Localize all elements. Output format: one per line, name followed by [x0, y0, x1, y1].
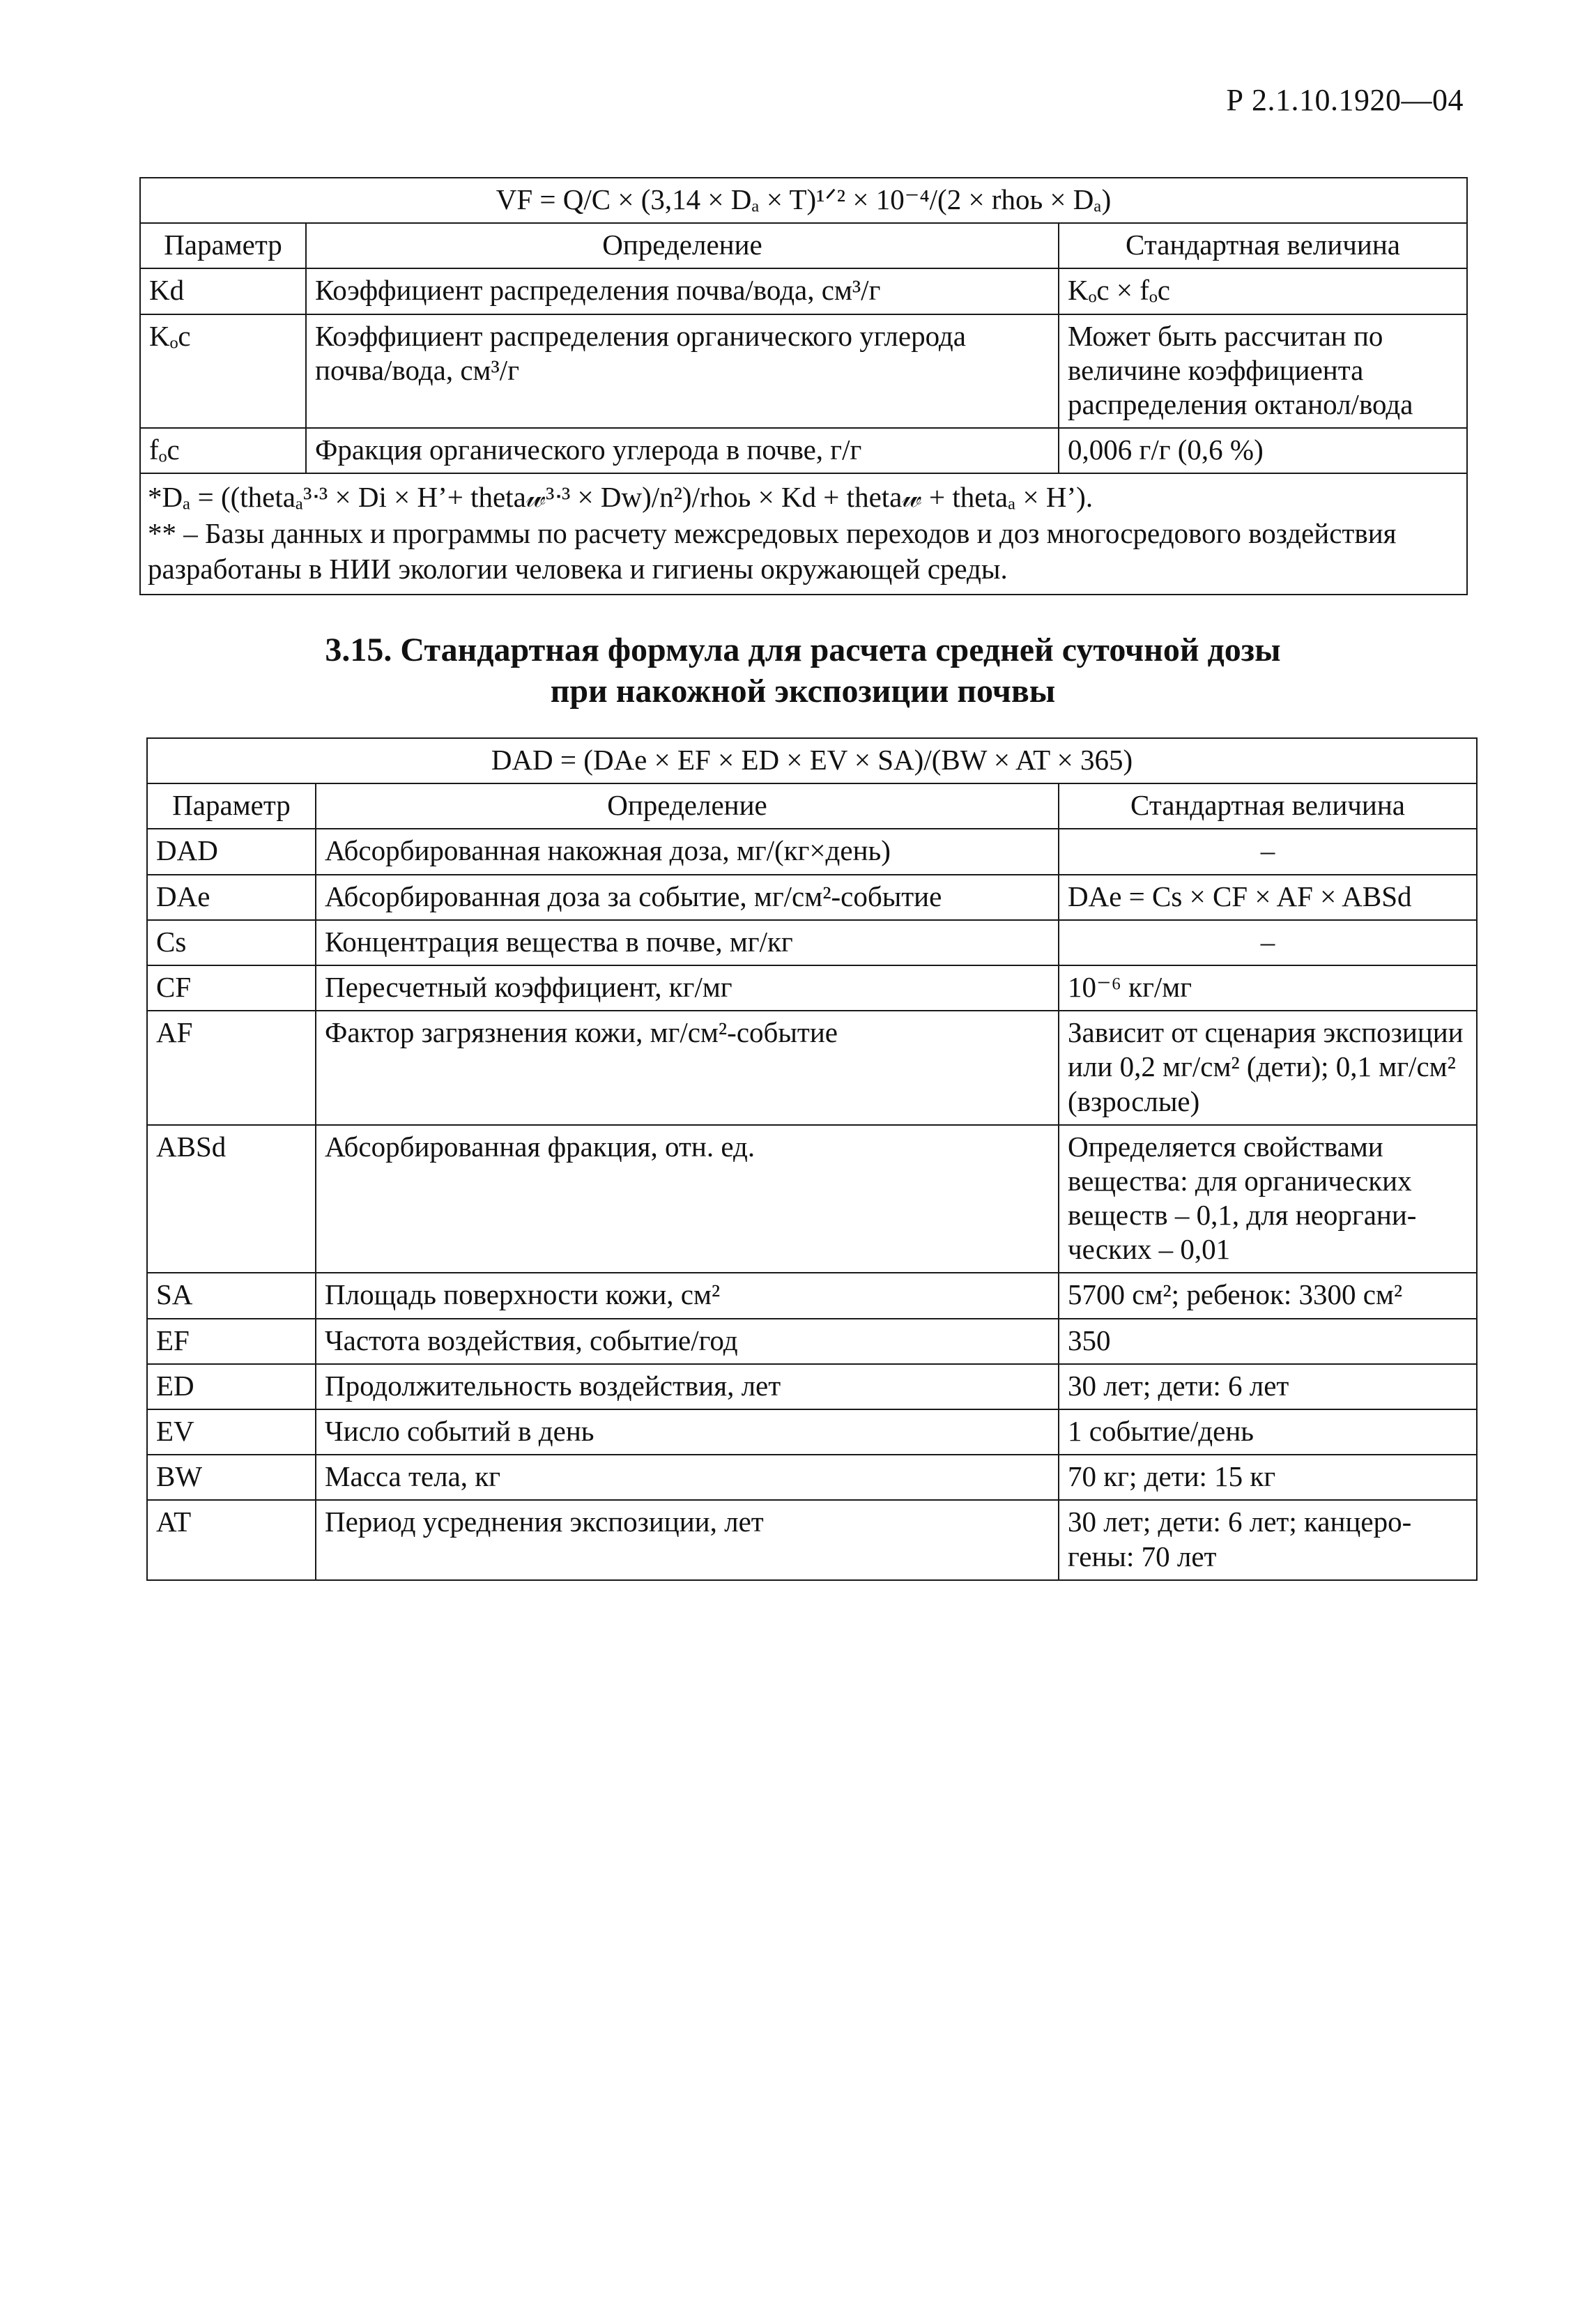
parameter-cell: EF: [147, 1319, 316, 1364]
parameter-cell: SA: [147, 1273, 316, 1318]
value-cell: 5700 см²; ребенок: 3300 см²: [1059, 1273, 1477, 1318]
notes-cell: [140, 473, 1467, 595]
table-row: [140, 428, 1467, 473]
table-row: [147, 829, 1477, 874]
value-cell: DAe = Cs × CF × AF × ABSd: [1059, 875, 1477, 920]
section-heading: [139, 630, 1466, 712]
table-row: [147, 1273, 1477, 1318]
value-cell: Может быть рассчитан по величине коэффициента распределения октанол/вода: [1059, 314, 1467, 429]
table-row: [147, 875, 1477, 920]
formula-row: [147, 738, 1477, 783]
column-header-definition: Определение: [316, 783, 1059, 829]
definition-cell: Абсорбированная накожная доза, мг/(кг×день): [316, 829, 1059, 874]
column-header-parameter: Параметр: [147, 783, 316, 829]
parameter-cell: AT: [147, 1500, 316, 1579]
value-cell: 30 лет; дети: 6 лет; канцерогены: 70 лет: [1059, 1500, 1477, 1579]
value-cell: 30 лет; дети: 6 лет: [1059, 1364, 1477, 1409]
definition-cell: Площадь поверхности кожи, см²: [316, 1273, 1059, 1318]
definition-cell: Масса тела, кг: [316, 1455, 1059, 1500]
notes-row: [140, 473, 1467, 595]
definition-cell: Абсорбированная фракция, отн. ед.: [316, 1125, 1059, 1273]
parameter-cell: DAe: [147, 875, 316, 920]
parameter-cell: CF: [147, 965, 316, 1011]
definition-cell: Фактор загрязнения кожи, мг/см²-событие: [316, 1011, 1059, 1125]
header-row: [140, 223, 1467, 268]
value-cell: 10⁻⁶ кг/мг: [1059, 965, 1477, 1011]
table-row: [147, 920, 1477, 965]
parameter-cell: fₒc: [140, 428, 306, 473]
column-header-standard-value: Стандартная величина: [1059, 783, 1477, 829]
parameter-cell: Kd: [140, 268, 306, 314]
parameter-cell: EV: [147, 1409, 316, 1455]
definition-cell: Число событий в день: [316, 1409, 1059, 1455]
column-header-parameter: Параметр: [140, 223, 306, 268]
table-row: [147, 1409, 1477, 1455]
formula-vf: VF = Q/C × (3,14 × Dₐ × T)¹ᐟ² × 10⁻⁴/(2 × rhoь × Dₐ): [140, 178, 1467, 223]
parameter-cell: BW: [147, 1455, 316, 1500]
definition-cell: Период усреднения экспозиции, лет: [316, 1500, 1059, 1579]
value-cell: Kₒc × fₒc: [1059, 268, 1467, 314]
table-row: [147, 1500, 1477, 1579]
parameter-cell: Kₒc: [140, 314, 306, 429]
value-cell: 70 кг; дети: 15 кг: [1059, 1455, 1477, 1500]
definition-cell: Концентрация вещества в почве, мг/кг: [316, 920, 1059, 965]
parameter-cell: DAD: [147, 829, 316, 874]
footnote-databases: ** – Базы данных и программы по расчету межсредовых переходов и доз многосредового воздействия разработаны в НИИ экологии человека и гигиены окружающей среды.: [148, 516, 1397, 585]
value-cell: 0,006 г/г (0,6 %): [1059, 428, 1467, 473]
column-header-standard-value: Стандартная величина: [1059, 223, 1467, 268]
definition-cell: Фракция органического углерода в почве, г/г: [306, 428, 1059, 473]
parameter-cell: AF: [147, 1011, 316, 1125]
table-row: [140, 314, 1467, 429]
page-code: Р 2.1.10.1920—04: [1226, 83, 1464, 117]
table-vf-parameters: [139, 177, 1468, 595]
column-header-definition: Определение: [306, 223, 1059, 268]
table-row: [147, 1364, 1477, 1409]
value-cell: –: [1059, 920, 1477, 965]
value-cell: Определяется свойствами вещества: для органических веществ – 0,1, для неорганических – 0,01: [1059, 1125, 1477, 1273]
table-row: [140, 268, 1467, 314]
section-heading-line-2: при накожной экспозиции почвы: [550, 672, 1056, 710]
formula-dad: DAD = (DAe × EF × ED × EV × SA)/(BW × AT × 365): [147, 738, 1477, 783]
table-row: [147, 1455, 1477, 1500]
definition-cell: Пересчетный коэффициент, кг/мг: [316, 965, 1059, 1011]
definition-cell: Коэффициент распределения почва/вода, см³/г: [306, 268, 1059, 314]
footnote-da: *Dₐ = ((thetaₐ³ᐧ³ × Di × H’+ theta𝓌³ᐧ³ × Dw)/n²)/rhoь × Kd + theta𝓌 + thetaₐ × H’).: [148, 481, 1094, 514]
header-row: [147, 783, 1477, 829]
definition-cell: Коэффициент распределения органического углерода почва/вода, см³/г: [306, 314, 1059, 429]
formula-row: [140, 178, 1467, 223]
definition-cell: Продолжительность воздействия, лет: [316, 1364, 1059, 1409]
table-dad-parameters: [146, 737, 1478, 1581]
value-cell: –: [1059, 829, 1477, 874]
definition-cell: Частота воздействия, событие/год: [316, 1319, 1059, 1364]
value-cell: 1 событие/день: [1059, 1409, 1477, 1455]
table-row: [147, 1125, 1477, 1273]
parameter-cell: ABSd: [147, 1125, 316, 1273]
parameter-cell: ED: [147, 1364, 316, 1409]
table-row: [147, 965, 1477, 1011]
table-row: [147, 1319, 1477, 1364]
section-heading-line-1: 3.15. Стандартная формула для расчета средней суточной дозы: [325, 631, 1281, 668]
parameter-cell: Cs: [147, 920, 316, 965]
definition-cell: Абсорбированная доза за событие, мг/см²-событие: [316, 875, 1059, 920]
table-row: [147, 1011, 1477, 1125]
value-cell: Зависит от сценария экспозиции или 0,2 мг/см² (дети); 0,1 мг/см² (взрослые): [1059, 1011, 1477, 1125]
value-cell: 350: [1059, 1319, 1477, 1364]
